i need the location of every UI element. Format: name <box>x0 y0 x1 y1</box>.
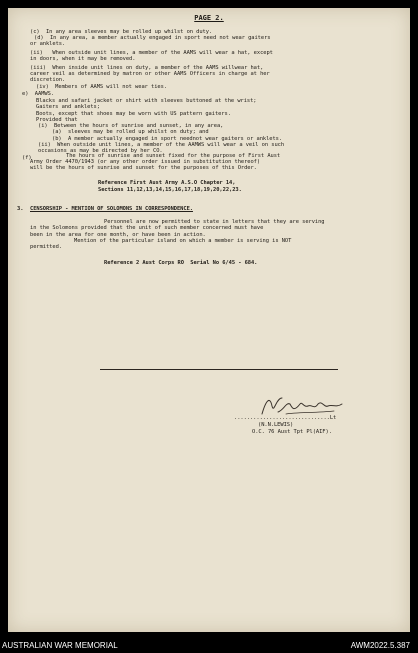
archive-footer <box>0 637 418 653</box>
signatory-title: O.C. 76 Aust Tpt Pl(AIF). <box>252 429 332 435</box>
paragraph-heading: CENSORSHIP - MENTION OF SOLOMONS IN CORRESPONDENCE. <box>30 206 193 212</box>
text-line: Gaiters and anklets; <box>36 104 100 110</box>
archive-name: AUSTRALIAN WAR MEMORIAL <box>2 641 118 650</box>
text-line: Army Order 4470/1943 (or any other order issued in substitution thereof) <box>30 159 261 165</box>
text-line: (b) A member actually engaged in sport neednot wear gaiters or anklets. <box>52 136 283 142</box>
text-line: (ii) When outside unit lines, a member of the AAMS will wear a hat, except <box>30 50 273 56</box>
text-line: Blacks and safari jacket or shirt with sleeves buttoned at the wrist; <box>36 98 257 104</box>
text-line: (i) Between the hours of sunrise and sunset, in any area, <box>38 123 224 129</box>
signatory-name: (N.N.LEWIS) <box>258 422 294 428</box>
signature-line: ..............................Lt <box>234 415 337 421</box>
section-heading: e) AAMWS. <box>22 91 54 97</box>
text-line: occasions as may be directed by her CO. <box>38 148 163 154</box>
paragraph-number: 3. <box>17 206 24 212</box>
archive-accession-number: AWM2022.5.387 <box>350 641 410 650</box>
text-line: (c) In any area sleeves may be rolled up whilst on duty. <box>30 29 213 35</box>
text-line: Personnel are now permitted to state in letters that they are serving <box>104 219 325 225</box>
text-line: discretion. <box>30 77 66 83</box>
text-line: Mention of the particular island on which a member is serving is NOT <box>74 238 292 244</box>
text-line: (a) sleeves may be rolled up whilst on duty; and <box>52 129 209 135</box>
text-line: Provided that <box>36 117 78 123</box>
text-line: (iv) Members of AAMS will not wear ties. <box>36 84 168 90</box>
text-line: Boots, except that shoes may be worn with US pattern gaiters. <box>36 111 231 117</box>
reference-line: Reference First Aust Army A.S.O Chapter 14, <box>98 180 236 186</box>
text-line: (d) In any area, a member actually engaged in sport need not wear gaiters <box>34 35 271 41</box>
text-line: permitted. <box>30 244 62 250</box>
text-line: career veil as determined by matron or other AAMS Officers in charge at her <box>30 71 270 77</box>
document-page <box>8 8 410 632</box>
text-line: (ii) When outside unit lines, a member of the AAMWS will wear a veil on such <box>38 142 285 148</box>
text-line: will be the hours of sunrise and sunset for the purposes of this Order. <box>30 165 257 171</box>
reference-line: Sections 11,12,13,14,15,16,17,18,19,20,22,23. <box>98 187 242 193</box>
text-line: or anklets. <box>30 41 66 47</box>
text-line: in doors, when it may be removed. <box>30 56 136 62</box>
reference-line: Reference 2 Aust Corps RO Serial No 6/45 - 684. <box>104 260 258 266</box>
divider <box>100 369 338 370</box>
text-line: (iii) When inside unit lines on duty, a member of the AAMS willwear hat, <box>30 65 264 71</box>
text-line: been in the area for one month, or have been in action. <box>30 232 206 238</box>
page-title: PAGE 2. <box>194 14 224 22</box>
section-marker: (f) <box>22 155 32 161</box>
text-line: in the Solomons provided that the unit of such member concerned must have <box>30 225 264 231</box>
text-line: The hours of sunrise and sunset fixed for the purpose of First Aust <box>66 153 281 159</box>
